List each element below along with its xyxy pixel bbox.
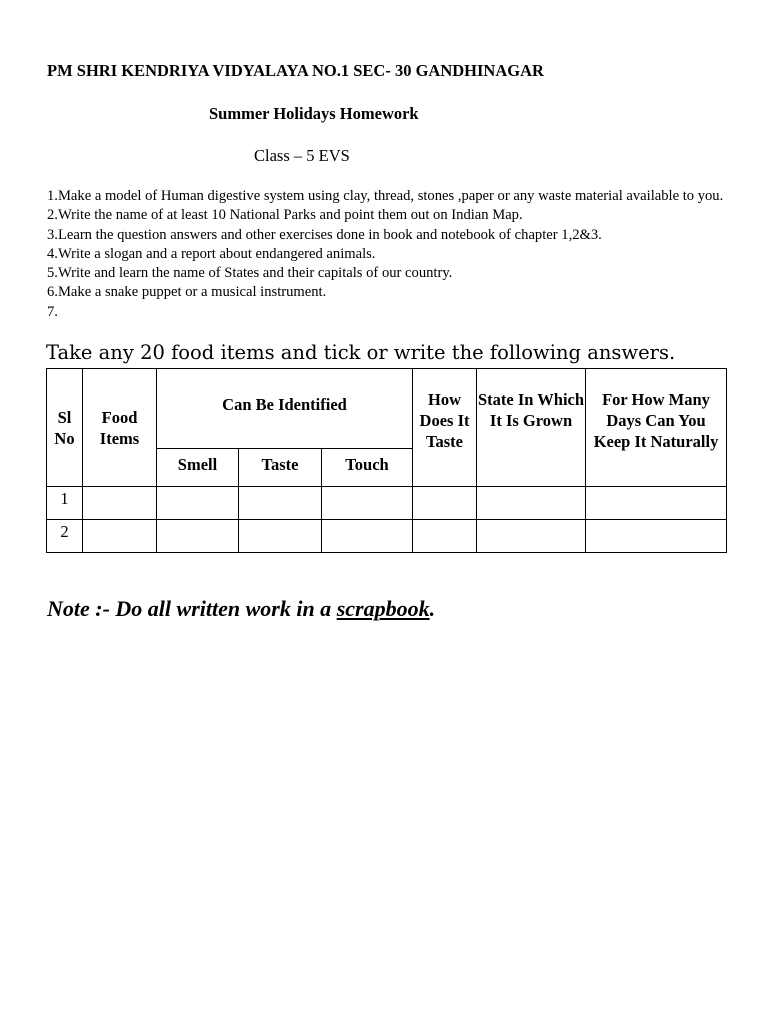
task-item: 7.: [47, 303, 58, 320]
task-item: 4.Write a slogan and a report about endangered animals.: [47, 245, 376, 262]
header-state-grown: State In Which It Is Grown: [477, 369, 586, 487]
cell-taste[interactable]: [239, 520, 322, 553]
cell-days[interactable]: [586, 520, 727, 553]
food-items-table: [46, 368, 727, 553]
header-sl-no: Sl No: [47, 369, 83, 487]
table-row: [47, 520, 727, 553]
header-days-keep: For How Many Days Can You Keep It Naturally: [586, 369, 727, 487]
task-list: [47, 187, 737, 322]
cell-state[interactable]: [477, 520, 586, 553]
note-suffix: .: [429, 596, 436, 621]
school-name: PM SHRI KENDRIYA VIDYALAYA NO.1 SEC- 30 GANDHINAGAR: [47, 61, 544, 80]
cell-touch[interactable]: [322, 487, 413, 520]
table-row: [47, 487, 727, 520]
subheader-smell: Smell: [157, 449, 239, 487]
subheader-taste: Taste: [239, 449, 322, 487]
task-item: 5.Write and learn the name of States and their capitals of our country.: [47, 265, 453, 282]
cell-food[interactable]: [83, 520, 157, 553]
cell-sl: 1: [47, 487, 83, 520]
note-emphasis: scrapbook: [336, 596, 430, 621]
cell-taste[interactable]: [239, 487, 322, 520]
cell-touch[interactable]: [322, 520, 413, 553]
cell-smell[interactable]: [157, 520, 239, 553]
note-text: Note :- Do all written work in a: [47, 596, 337, 621]
header-can-be-identified: Can Be Identified: [157, 369, 413, 449]
cell-how[interactable]: [413, 520, 477, 553]
cell-how[interactable]: [413, 487, 477, 520]
food-items-instruction: Take any 20 food items and tick or write the following answers.: [46, 341, 676, 364]
cell-state[interactable]: [477, 487, 586, 520]
cell-food[interactable]: [83, 487, 157, 520]
header-food-items: Food Items: [83, 369, 157, 487]
header-how-does-it-taste: How Does It Taste: [413, 369, 477, 487]
task-item: 2.Write the name of at least 10 National Parks and point them out on Indian Map.: [47, 207, 523, 224]
table-header-row: [47, 369, 727, 449]
cell-sl: 2: [47, 520, 83, 553]
task-item: 3.Learn the question answers and other exercises done in book and notebook of chapter 1,2&3.: [47, 226, 602, 243]
class-subject: Class – 5 EVS: [254, 146, 350, 165]
task-item: 1.Make a model of Human digestive system using clay, thread, stones ,paper or any waste material available to you.: [47, 188, 724, 204]
homework-title: Summer Holidays Homework: [209, 104, 419, 123]
task-item: 6.Make a snake puppet or a musical instrument.: [47, 284, 327, 301]
note: [47, 596, 435, 622]
cell-smell[interactable]: [157, 487, 239, 520]
subheader-touch: Touch: [322, 449, 413, 487]
cell-days[interactable]: [586, 487, 727, 520]
